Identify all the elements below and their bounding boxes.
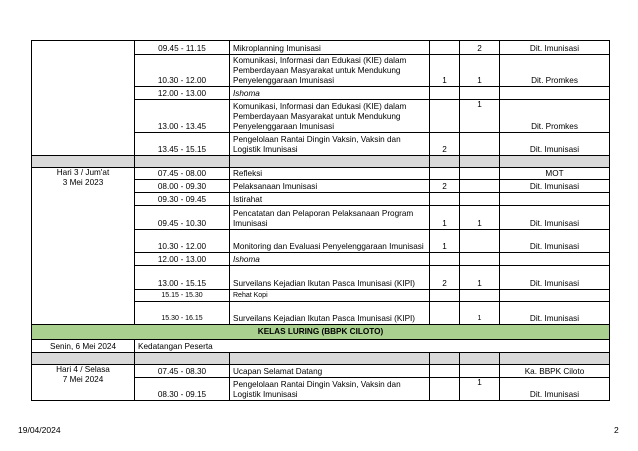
- activity-cell: Ucapan Selamat Datang: [230, 365, 430, 378]
- activity-cell: Komunikasi, Informasi dan Edukasi (KIE) dalam Pemberdayaan Masyarakat untuk Mendukung Penyelenggaraan Imunisasi: [230, 100, 430, 133]
- count-cell-1: [430, 41, 460, 55]
- day-cell: [32, 41, 135, 156]
- table-row: [32, 340, 610, 353]
- time-cell: 12.00 - 13.00: [135, 87, 230, 100]
- count-cell-2: [460, 133, 500, 156]
- day-cell: Senin, 6 Mei 2024: [32, 340, 135, 353]
- time-cell: 13.00 - 13.45: [135, 100, 230, 133]
- section-title: KELAS LURING (BBPK CILOTO): [32, 325, 610, 340]
- activity-cell: Ishoma: [230, 87, 430, 100]
- pj-cell: [500, 87, 610, 100]
- count-cell-1: [430, 290, 460, 302]
- activity-cell: Pengelolaan Rantai Dingin Vaksin, Vaksin dan Logistik Imunisasi: [230, 133, 430, 156]
- table-row: [32, 168, 610, 180]
- pj-cell: Dit. Imunisasi: [500, 378, 610, 401]
- time-cell: 08.30 - 09.15: [135, 378, 230, 401]
- pj-cell: Dit. Promkes: [500, 55, 610, 87]
- count-cell-1: [430, 302, 460, 325]
- time-cell: 10.30 - 12.00: [135, 55, 230, 87]
- day-date: 7 Mei 2024: [62, 375, 104, 384]
- count-cell-1: [430, 378, 460, 401]
- pj-cell: Dit. Imunisasi: [500, 133, 610, 156]
- activity-cell: Refleksi: [230, 168, 430, 180]
- day-label: Hari 3 / Jum'at: [56, 168, 110, 177]
- pj-cell: Dit. Imunisasi: [500, 180, 610, 193]
- count-cell-2: 1: [460, 100, 500, 133]
- count-cell-2: [460, 365, 500, 378]
- separator-row: [32, 156, 610, 168]
- pj-cell: [500, 193, 610, 206]
- activity-cell: Ishoma: [230, 253, 430, 266]
- count-cell-2: [460, 290, 500, 302]
- day-date: 3 Mei 2023: [62, 178, 104, 187]
- table-row: [32, 365, 610, 378]
- count-cell-1: 1: [430, 206, 460, 230]
- day-label: Hari 4 / Selasa: [56, 365, 110, 374]
- count-cell-2: 2: [460, 41, 500, 55]
- page-number: 2: [614, 425, 619, 435]
- activity-cell: Pencatatan dan Pelaporan Pelaksanaan Program Imunisasi: [230, 206, 430, 230]
- activity-cell: Istirahat: [230, 193, 430, 206]
- time-cell: 12.00 - 13.00: [135, 253, 230, 266]
- pj-cell: MOT: [500, 168, 610, 180]
- pj-cell: [500, 290, 610, 302]
- count-cell-2: [460, 193, 500, 206]
- count-cell-2: [460, 230, 500, 253]
- time-cell: 15.30 - 16.15: [135, 302, 230, 325]
- count-cell-2: [460, 87, 500, 100]
- activity-cell: Surveilans Kejadian Ikutan Pasca Imunisasi (KIPI): [230, 266, 430, 290]
- activity-cell: Pelaksanaan Imunisasi: [230, 180, 430, 193]
- count-cell-1: 2: [430, 266, 460, 290]
- time-cell: 10.30 - 12.00: [135, 230, 230, 253]
- pj-cell: Dit. Promkes: [500, 100, 610, 133]
- count-cell-1: [430, 193, 460, 206]
- schedule-table: [31, 40, 610, 401]
- count-cell-1: [430, 168, 460, 180]
- pj-cell: Dit. Imunisasi: [500, 302, 610, 325]
- count-cell-1: 1: [430, 55, 460, 87]
- activity-cell: Monitoring dan Evaluasi Penyelenggaraan Imunisasi: [230, 230, 430, 253]
- activity-cell: Rehat Kopi: [230, 290, 430, 302]
- section-header-row: [32, 325, 610, 340]
- time-cell: 15.15 - 15.30: [135, 290, 230, 302]
- count-cell-2: [460, 253, 500, 266]
- time-cell: 08.00 - 09.30: [135, 180, 230, 193]
- time-cell: 13.00 - 15.15: [135, 266, 230, 290]
- pj-cell: [500, 253, 610, 266]
- count-cell-1: [430, 365, 460, 378]
- footer-date: 19/04/2024: [18, 425, 61, 435]
- count-cell-2: 1: [460, 206, 500, 230]
- activity-cell: Surveilans Kejadian Ikutan Pasca Imunisasi (KIPI): [230, 302, 430, 325]
- time-cell: 07.45 - 08.00: [135, 168, 230, 180]
- time-cell: 09.45 - 11.15: [135, 41, 230, 55]
- count-cell-1: 2: [430, 133, 460, 156]
- pj-cell: Dit. Imunisasi: [500, 41, 610, 55]
- day-cell: [32, 168, 135, 325]
- time-cell: 09.45 - 10.30: [135, 206, 230, 230]
- count-cell-2: 1: [460, 55, 500, 87]
- time-cell: 09.30 - 09.45: [135, 193, 230, 206]
- count-cell-2: [460, 180, 500, 193]
- activity-cell: Mikroplanning Imunisasi: [230, 41, 430, 55]
- count-cell-1: 2: [430, 180, 460, 193]
- count-cell-2: [460, 168, 500, 180]
- count-cell-2: 1: [460, 266, 500, 290]
- count-cell-1: 1: [430, 230, 460, 253]
- pj-cell: Dit. Imunisasi: [500, 266, 610, 290]
- count-cell-2: 1: [460, 302, 500, 325]
- separator-row: [32, 353, 610, 365]
- table-row: [32, 41, 610, 55]
- count-cell-2: 1: [460, 378, 500, 401]
- pj-cell: Dit. Imunisasi: [500, 206, 610, 230]
- day-cell: [32, 365, 135, 401]
- activity-cell: Komunikasi, Informasi dan Edukasi (KIE) dalam Pemberdayaan Masyarakat untuk Mendukung Penyelenggaraan Imunisasi: [230, 55, 430, 87]
- pj-cell: Dit. Imunisasi: [500, 230, 610, 253]
- activity-cell: Pengelolaan Rantai Dingin Vaksin, Vaksin dan Logistik Imunisasi: [230, 378, 430, 401]
- count-cell-1: [430, 253, 460, 266]
- activity-cell: Kedatangan Peserta: [135, 340, 610, 353]
- count-cell-1: [430, 100, 460, 133]
- time-cell: 07.45 - 08.30: [135, 365, 230, 378]
- pj-cell: Ka. BBPK Ciloto: [500, 365, 610, 378]
- time-cell: 13.45 - 15.15: [135, 133, 230, 156]
- count-cell-1: [430, 87, 460, 100]
